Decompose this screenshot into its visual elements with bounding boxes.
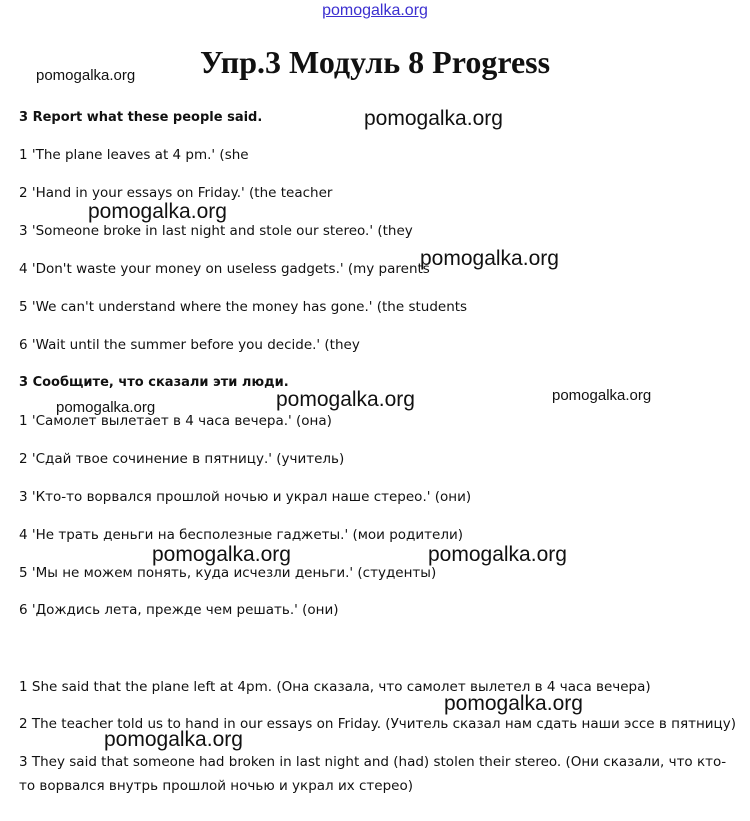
section-en-heading: 3 Report what these people said. [19,110,263,125]
exercise-item-ru-2: 2 'Сдай твое сочинение в пятницу.' (учитель) [19,451,345,467]
section-ru-heading: 3 Сообщите, что сказали эти люди. [19,375,289,390]
exercise-item-ru-5: 5 'Мы не можем понять, куда исчезли деньги.' (студенты) [19,565,437,581]
exercise-item-en-4: 4 'Don't waste your money on useless gadgets.' (my parents [19,261,430,277]
answer-line-1: 1 She said that the plane left at 4pm. (Она сказала, что самолет вылетел в 4 часа вечера) [19,679,651,695]
watermark: pomogalka.org [444,692,583,715]
watermark: pomogalka.org [428,543,567,566]
exercise-item-ru-6: 6 'Дождись лета, прежде чем решать.' (они) [19,602,339,618]
watermark: pomogalka.org [88,200,227,223]
exercise-item-ru-4: 4 'Не трать деньги на бесполезные гаджеты.' (мои родители) [19,527,463,543]
answer-line-3-continued: то ворвался внутрь прошлой ночью и украл их стерео) [19,778,413,794]
exercise-item-ru-3: 3 'Кто-то ворвался прошлой ночью и украл наше стерео.' (они) [19,489,472,505]
watermark: pomogalka.org [56,399,156,416]
header-link[interactable]: pomogalka.org [322,2,428,19]
page-title: Упр.3 Модуль 8 Progress [199,44,551,80]
answer-line-2: 2 The teacher told us to hand in our essays on Friday. (Учитель сказал нам сдать наши эссе в пятницу) [19,716,737,732]
exercise-item-en-6: 6 'Wait until the summer before you decide.' (they [19,337,360,353]
exercise-item-en-1: 1 'The plane leaves at 4 pm.' (she [19,147,249,163]
watermark: pomogalka.org [420,247,559,270]
answer-line-3: 3 They said that someone had broken in last night and (had) stolen their stereo. (Они сказали, что кто- [19,754,727,770]
watermark: pomogalka.org [552,387,652,404]
watermark: pomogalka.org [152,543,291,566]
watermark: pomogalka.org [104,728,243,751]
watermark: pomogalka.org [36,67,136,84]
exercise-item-en-3: 3 'Someone broke in last night and stole our stereo.' (they [19,223,413,239]
exercise-item-ru-1: 1 'Самолет вылетает в 4 часа вечера.' (она) [19,413,332,429]
watermark: pomogalka.org [364,107,503,130]
watermark: pomogalka.org [276,388,415,411]
exercise-item-en-5: 5 'We can't understand where the money has gone.' (the students [19,299,468,315]
exercise-item-en-2: 2 'Hand in your essays on Friday.' (the teacher [19,185,333,201]
